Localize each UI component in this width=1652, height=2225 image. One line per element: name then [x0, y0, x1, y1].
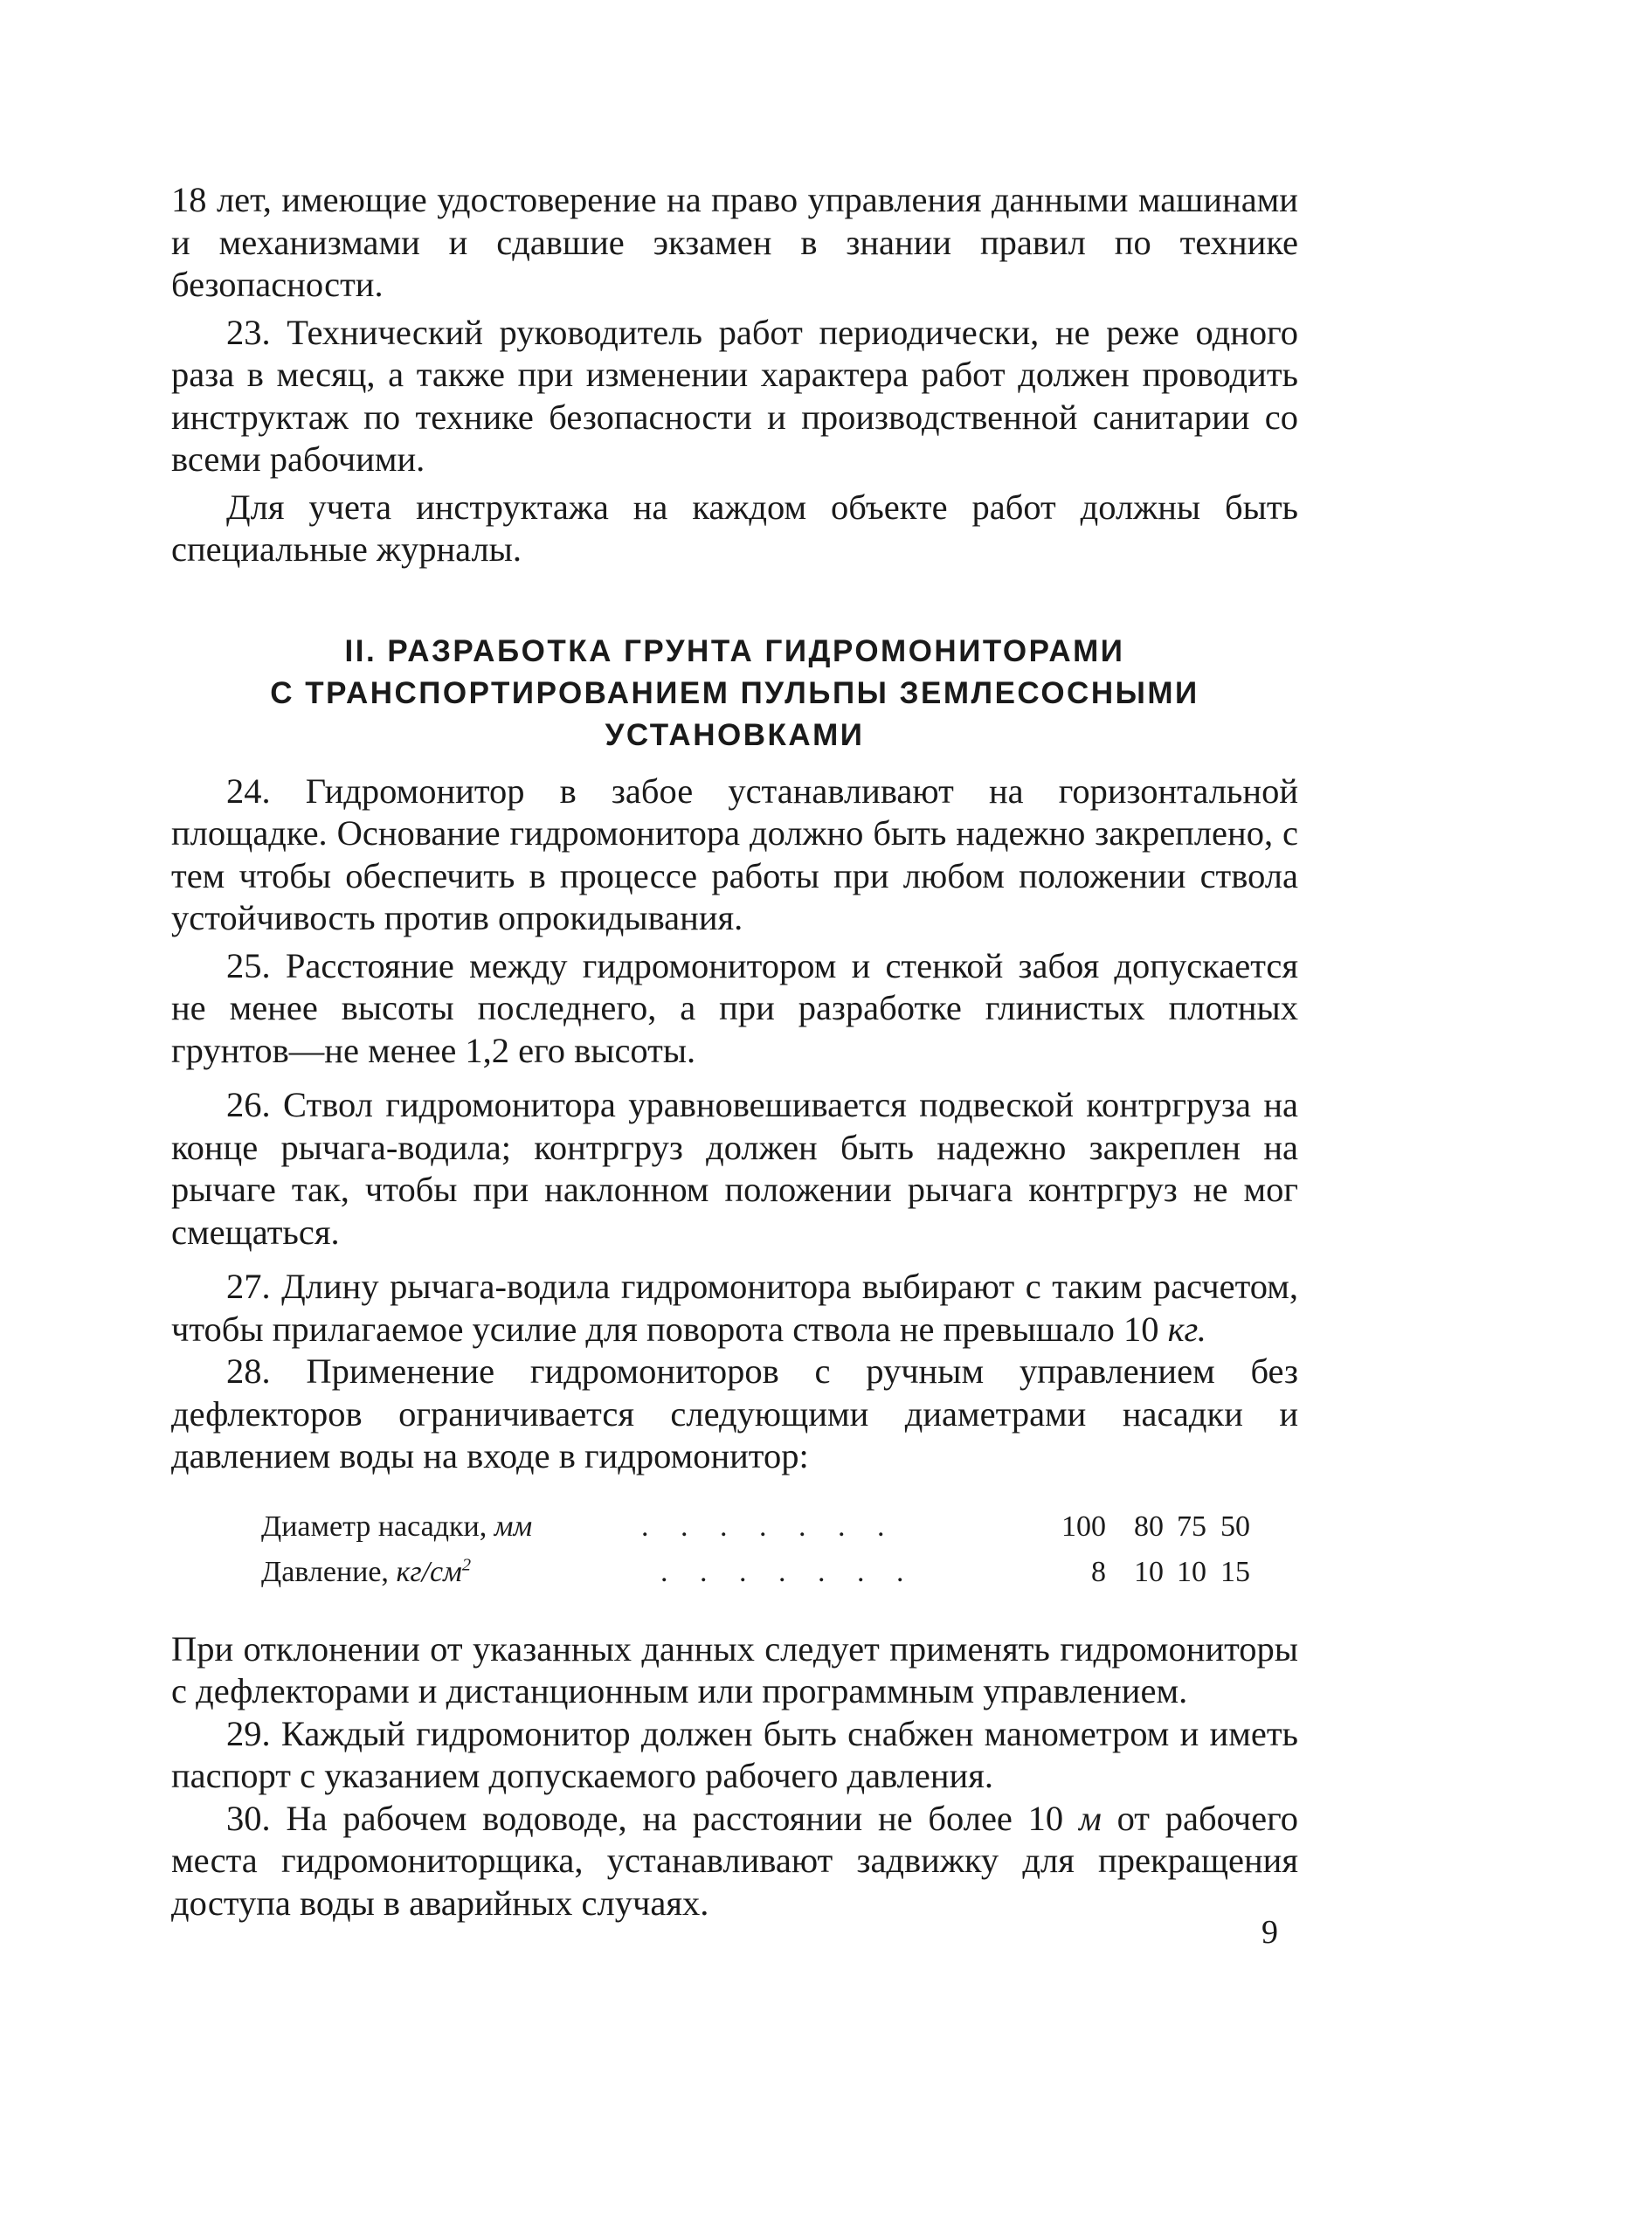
- spacer: [171, 571, 1298, 631]
- table-row-pressure: [171, 1550, 1298, 1595]
- paragraph-28: 28. Применение гидромониторов с ручным управлением без дефлекторов ограничивается следующими диаметрами насадки и давлением воды на входе в гидромонитор:: [171, 1351, 1298, 1475]
- paragraph-27: [171, 1266, 1298, 1351]
- table-cell: 80: [1134, 1510, 1164, 1543]
- table-cell: 10: [1177, 1555, 1206, 1588]
- section-heading-line-2: С ТРАНСПОРТИРОВАНИЕМ ПУЛЬПЫ ЗЕМЛЕСОСНЫМИ: [270, 675, 1199, 710]
- table-row-unit: $кг/см^2$: [396, 1555, 472, 1588]
- paragraph-26: 26. Ствол гидромонитора уравновешивается подвеской контргруза на конце рычага-водила; контргруз должен быть надежно закреплен на рычаге так, чтобы при наклонном положении рычага контргруз не мог смещаться.: [171, 1085, 1298, 1252]
- table-cell: 10: [1134, 1555, 1164, 1588]
- paragraph-24: 24. Гидромонитор в забое устанавливают на горизонтальной площадке. Основание гидромонитора должно быть надежно закреплено, с тем чтобы обеспечить в процессе работы при любом положении ствола устойчивость против опрокидывания.: [171, 770, 1298, 937]
- page-number: 9: [1261, 1914, 1278, 1951]
- paragraph-27-unit: кг.: [1167, 1309, 1206, 1349]
- document-page: [171, 179, 1298, 1924]
- paragraph-25: 25. Расстояние между гидромонитором и стенкой забоя допускается не менее высоты последнего, а при разработке глинистых плотных грунтов—не менее 1,2 его высоты.: [171, 945, 1298, 1070]
- paragraph-23: 23. Технический руководитель работ периодически, не реже одного раза в месяц, а также при изменении характера работ должен проводить инструктаж по технике безопасности и производственной санитарии со всеми рабочими.: [171, 312, 1298, 479]
- leader-dots: . . . . . . .: [660, 1555, 916, 1588]
- paragraph-29: 29. Каждый гидромонитор должен быть снабжен манометром и иметь паспорт с указанием допускаемого рабочего давления.: [171, 1713, 1298, 1795]
- paragraph-30: [171, 1798, 1298, 1925]
- paragraph-30-text-after: от рабочего места гидромониторщика, устанавливают задвижку для прекращения доступа воды в аварийных случаях.: [171, 1798, 1299, 1923]
- paragraph-22-continuation: 18 лет, имеющие удостоверение на право управления данными машинами и механизмами и сдавшие экзамен в знании правил по технике безопасности.: [171, 180, 1298, 304]
- paragraph-journals: Для учета инструктажа на каждом объекте работ должны быть специальные журналы.: [171, 487, 1298, 569]
- nozzle-pressure-table: [171, 1504, 1298, 1595]
- table-cell: 50: [1220, 1510, 1250, 1543]
- leader-dots: . . . . . . .: [641, 1510, 897, 1543]
- table-cell: 8: [1091, 1555, 1106, 1588]
- table-row-diameter: [171, 1504, 1298, 1550]
- paragraph-30-text-before: 30. На рабочем водоводе, на расстоянии не более 10: [226, 1798, 1064, 1838]
- table-row-unit: мм: [494, 1510, 533, 1543]
- section-heading-line-3: УСТАНОВКАМИ: [605, 717, 865, 752]
- paragraph-30-unit: м: [1078, 1798, 1102, 1838]
- table-row-label: Диаметр насадки, мм: [261, 1510, 533, 1543]
- table-cell: 75: [1177, 1510, 1206, 1543]
- table-cell: 15: [1220, 1555, 1250, 1588]
- table-cell: 100: [1061, 1510, 1106, 1543]
- paragraph-deviation: При отклонении от указанных данных следует применять гидромониторы с дефлекторами и дистанционным или программным управлением.: [171, 1628, 1298, 1710]
- paragraph-27-text: 27. Длину рычага-водила гидромонитора выбирают с таким расчетом, чтобы прилагаемое усилие для поворота ствола не превышало 10: [171, 1267, 1298, 1349]
- section-heading: [171, 631, 1298, 757]
- section-heading-line-1: II. РАЗРАБОТКА ГРУНТА ГИДРОМОНИТОРАМИ: [344, 633, 1125, 668]
- table-row-label: Давление, $кг/см^2$: [261, 1555, 472, 1588]
